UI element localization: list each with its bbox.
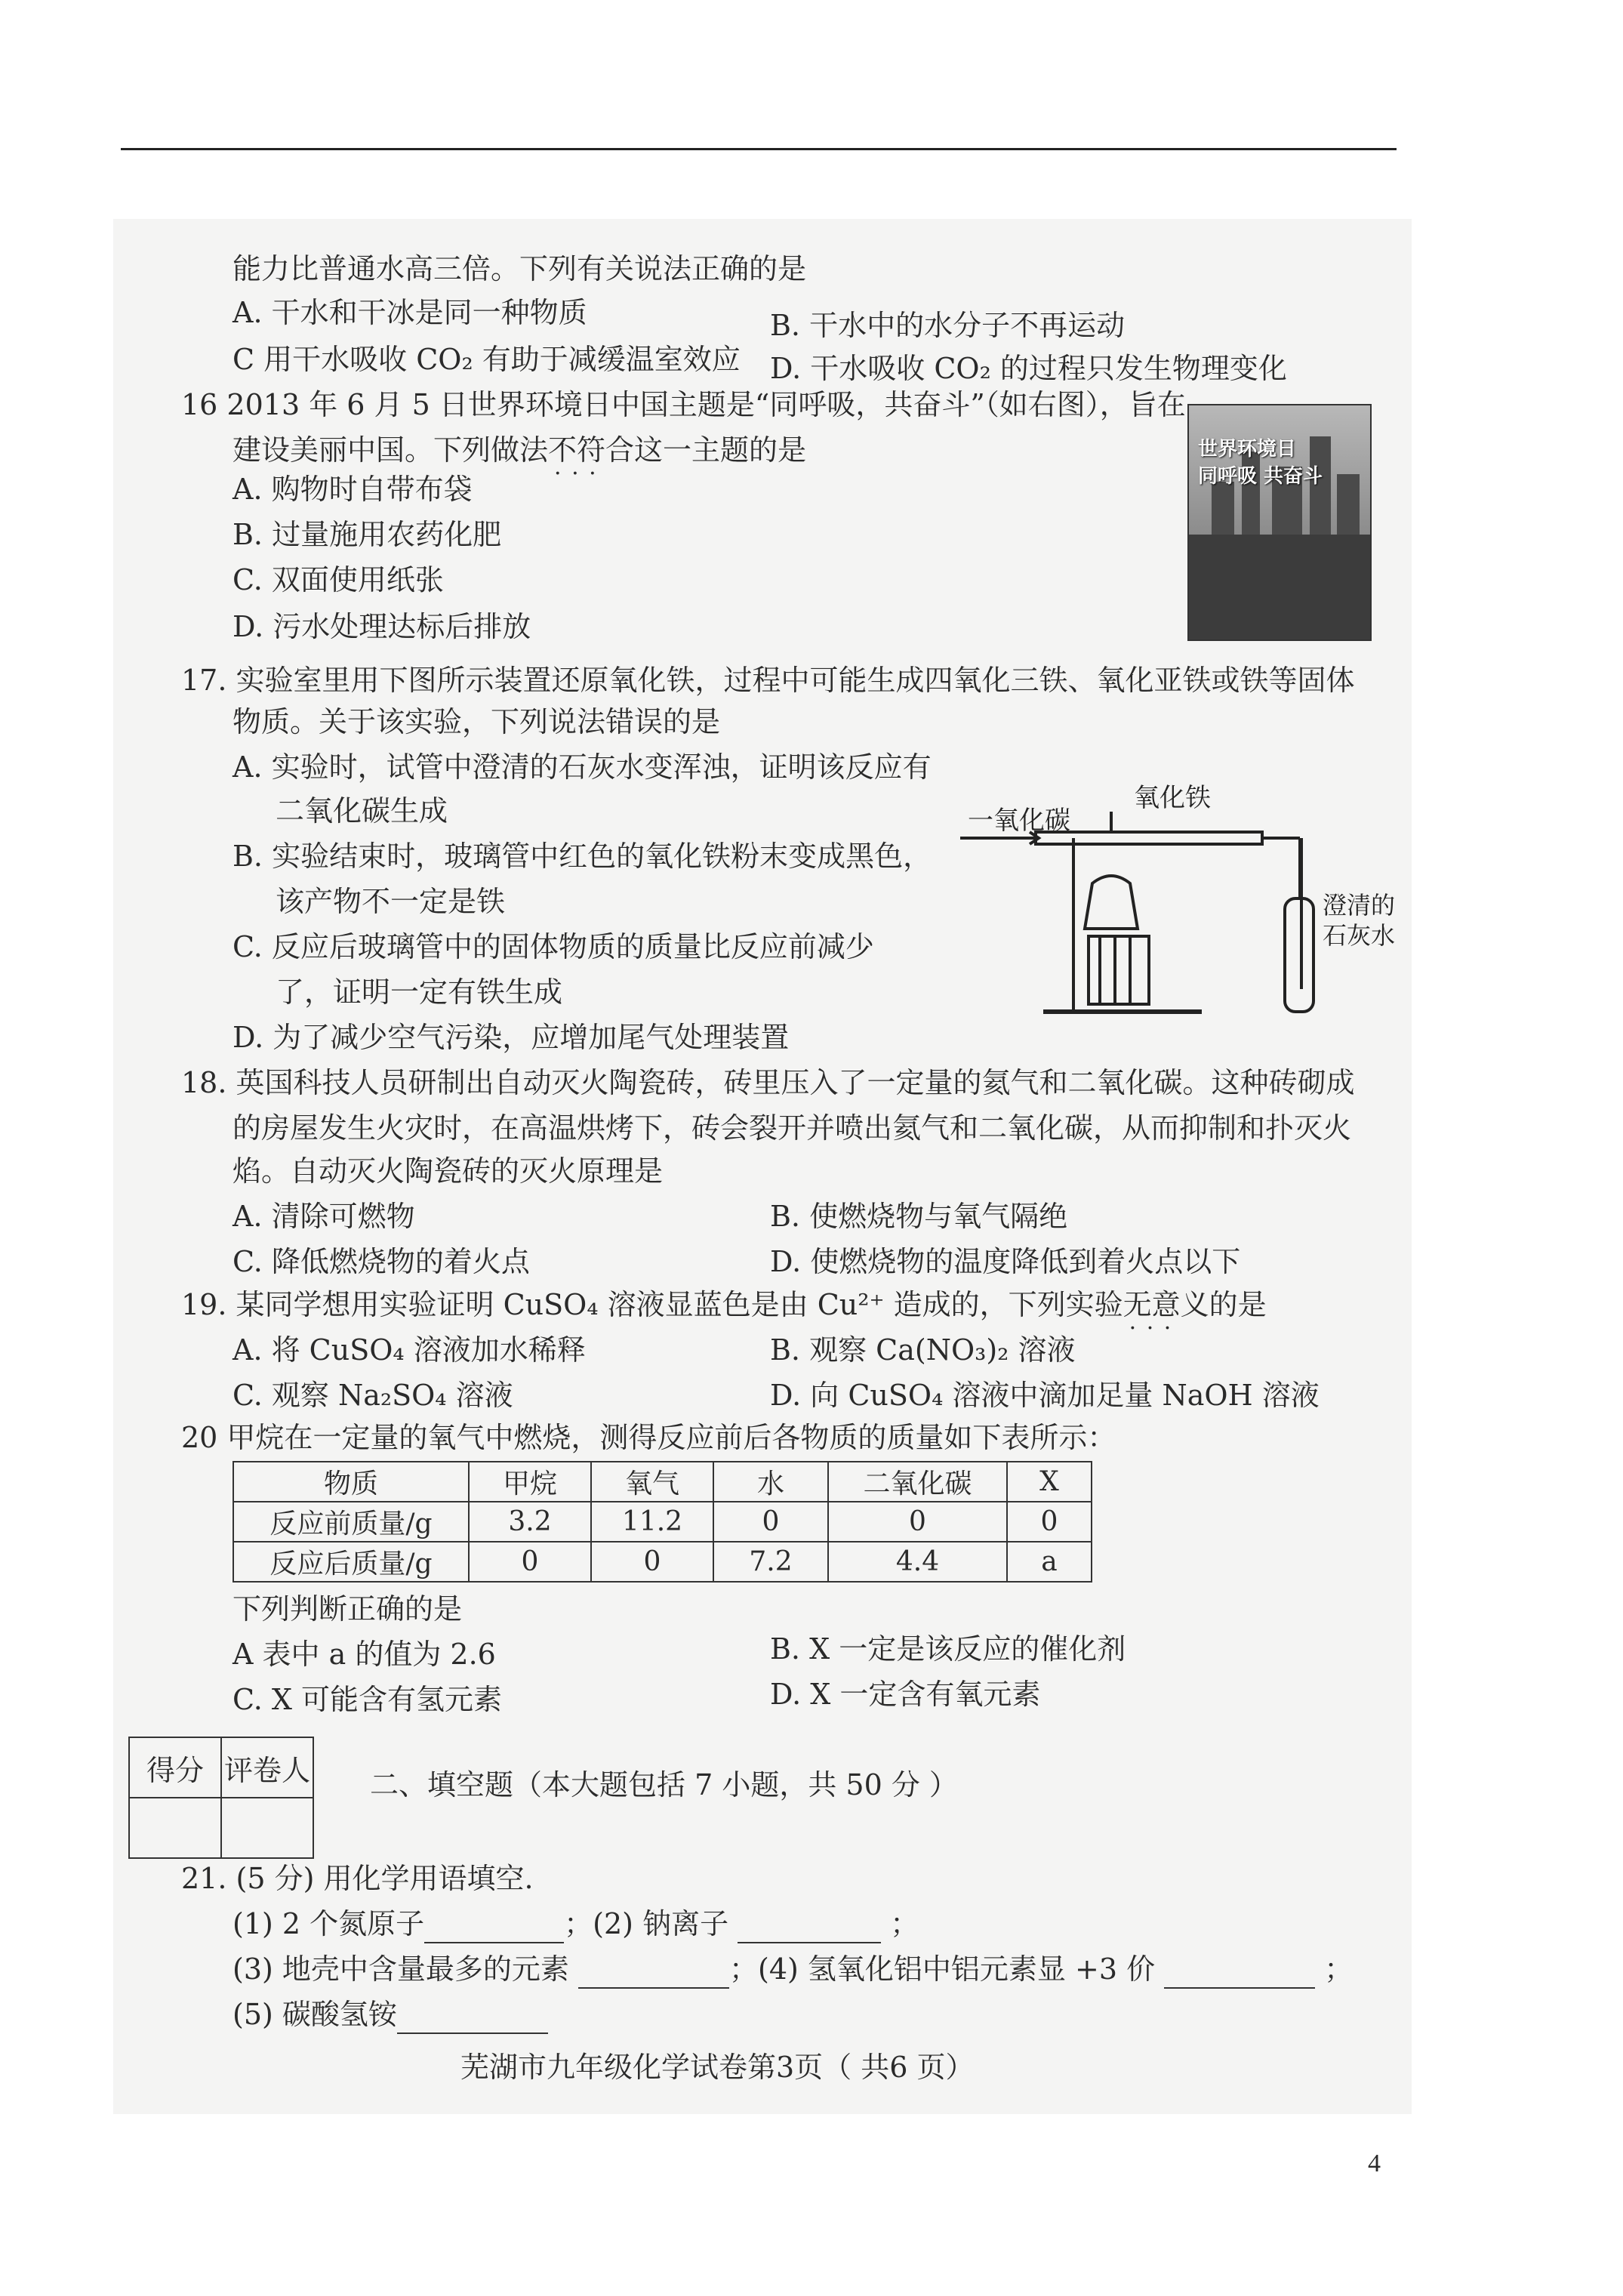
alcohol-lamp-hood — [1085, 876, 1138, 929]
q18-option-b: B. 使燃烧物与氧气隔绝 — [770, 1200, 1068, 1233]
page-footer: 芜湖市九年级化学试卷第3页（ 共6 页） — [460, 2051, 975, 2084]
q16-emphasis: 不符合 · · · — [548, 433, 634, 467]
q21-row-2: (3) 地壳中含量最多的元素 ；(4) 氢氧化铝中铝元素显 +3 价 ； — [233, 1949, 1353, 1989]
table-row — [233, 1542, 1092, 1582]
table-cell: 4.4 — [828, 1542, 1007, 1582]
q17-option-c-2: 了，证明一定有铁生成 — [276, 975, 563, 1009]
table-cell: 3.2 — [469, 1502, 591, 1542]
q20-prompt: 下列判断正确的是 — [233, 1592, 463, 1626]
q21-line-1: 21. (5 分) 用化学用语填空. — [181, 1862, 534, 1895]
label-lime-water-2: 石灰水 — [1323, 921, 1396, 950]
q15-option-b: B. 干水中的水分子不再运动 — [770, 309, 1126, 342]
table-cell: 0 — [469, 1542, 591, 1582]
q16-option-b: B. 过量施用农药化肥 — [233, 518, 502, 551]
table-row — [233, 1502, 1092, 1542]
q16-line-2: 建设美丽中国。下列做法不符合 · · ·这一主题的是 — [233, 430, 806, 470]
table-header-cell: X — [1007, 1462, 1092, 1502]
q17-option-d: D. 为了减少空气污染，应增加尾气处理装置 — [233, 1021, 790, 1054]
table-cell: 0 — [1007, 1502, 1092, 1542]
q19-emphasis: 无意义 · · · — [1123, 1288, 1209, 1321]
label-carbon-monoxide: 一氧化碳 — [968, 806, 1070, 836]
q19-option-d: D. 向 CuSO₄ 溶液中滴加足量 NaOH 溶液 — [770, 1379, 1320, 1412]
table-cell: 7.2 — [713, 1542, 828, 1582]
poster-caption: 世界环境日 同呼吸 共奋斗 — [1198, 438, 1323, 488]
q17-line-2: 物质。关于该实验，下列说法错误的是 — [233, 705, 721, 738]
environment-day-poster — [1187, 404, 1372, 641]
q20-option-c: C. X 可能含有氢元素 — [233, 1683, 503, 1716]
q20-option-d: D. X 一定含有氧元素 — [770, 1678, 1041, 1711]
table-cell: 0 — [828, 1502, 1007, 1542]
table-cell: 反应后质量/g — [233, 1542, 469, 1582]
q16-option-d: D. 污水处理达标后排放 — [233, 610, 531, 643]
header-rule — [121, 148, 1397, 150]
table-cell: 11.2 — [591, 1502, 713, 1542]
q17-option-b-2: 该产物不一定是铁 — [276, 885, 506, 918]
q19-option-c: C. 观察 Na₂SO₄ 溶液 — [233, 1379, 513, 1412]
table-cell: 0 — [713, 1502, 828, 1542]
score-label: 得分 — [129, 1737, 221, 1798]
label-lime-water-1: 澄清的 — [1323, 891, 1396, 920]
score-field[interactable] — [129, 1798, 221, 1858]
q19-option-b: B. 观察 Ca(NO₃)₂ 溶液 — [770, 1333, 1076, 1367]
q18-line-2: 的房屋发生火灾时，在高温烘烤下，砖会裂开并喷出氦气和二氧化碳，从而抑制和扑灭火 — [233, 1111, 1352, 1145]
alcohol-lamp — [1089, 936, 1149, 1004]
table-cell: a — [1007, 1542, 1092, 1582]
label-iron-oxide: 氧化铁 — [1134, 783, 1211, 813]
answer-blank-2[interactable] — [738, 1912, 881, 1943]
q17-option-c-1: C. 反应后玻璃管中的固体物质的质量比反应前减少 — [233, 930, 874, 963]
q21-row-1: (1) 2 个氮原子 ；(2) 钠离子 ； — [233, 1904, 919, 1943]
grader-label: 评卷人 — [221, 1737, 313, 1798]
q20-option-a: A 表中 a 的值为 2.6 — [233, 1638, 496, 1671]
table-header-cell: 甲烷 — [469, 1462, 591, 1502]
reduction-apparatus-diagram — [953, 783, 1396, 1019]
q17-option-a-1: A. 实验时，试管中澄清的石灰水变浑浊，证明该反应有 — [233, 750, 932, 784]
q18-option-d: D. 使燃烧物的温度降低到着火点以下 — [770, 1245, 1241, 1278]
lime-water-tube — [1285, 898, 1313, 1012]
answer-blank-3[interactable] — [578, 1957, 729, 1989]
q18-line-3: 焰。自动灭火陶瓷砖的灭火原理是 — [233, 1154, 664, 1188]
table-header-cell: 氧气 — [591, 1462, 713, 1502]
grader-field[interactable] — [221, 1798, 313, 1858]
table-cell: 反应前质量/g — [233, 1502, 469, 1542]
q16-option-c: C. 双面使用纸张 — [233, 563, 444, 596]
q15-option-d: D. 干水吸收 CO₂ 的过程只发生物理变化 — [770, 352, 1287, 385]
table-cell: 0 — [591, 1542, 713, 1582]
table-header-cell: 水 — [713, 1462, 828, 1502]
table-header-cell: 二氧化碳 — [828, 1462, 1007, 1502]
q19-option-a: A. 将 CuSO₄ 溶液加水稀释 — [233, 1333, 586, 1367]
table-header-row — [233, 1462, 1092, 1502]
answer-blank-5[interactable] — [397, 2002, 548, 2034]
q20-option-b: B. X 一定是该反应的催化剂 — [770, 1632, 1126, 1666]
q17-option-b-1: B. 实验结束时，玻璃管中红色的氧化铁粉末变成黑色， — [233, 840, 932, 873]
q16-line-1: 16 2013 年 6 月 5 日世界环境日中国主题是“同呼吸，共奋斗”（如右图），旨在 — [181, 388, 1186, 421]
answer-blank-1[interactable] — [424, 1912, 564, 1943]
q21-row-3: (5) 碳酸氢铵 — [233, 1995, 548, 2034]
q17-option-a-2: 二氧化碳生成 — [276, 794, 448, 827]
q20-line-1: 20 甲烷在一定量的氧气中燃烧，测得反应前后各物质的质量如下表所示： — [181, 1421, 1116, 1454]
q15-stem-fragment: 能力比普通水高三倍。下列有关说法正确的是 — [233, 252, 807, 285]
page-number: 4 — [1368, 2150, 1381, 2177]
answer-blank-4[interactable] — [1164, 1957, 1315, 1989]
mass-table — [233, 1461, 1092, 1583]
q17-line-1: 17. 实验室里用下图所示装置还原氧化铁，过程中可能生成四氧化三铁、氧化亚铁或铁等固体 — [181, 664, 1355, 697]
table-header-cell: 物质 — [233, 1462, 469, 1502]
q16-option-a: A. 购物时自带布袋 — [233, 473, 473, 506]
section-2-title: 二、填空题（本大题包括 7 小题，共 50 分 ） — [370, 1768, 958, 1801]
q18-option-c: C. 降低燃烧物的着火点 — [233, 1245, 530, 1278]
q18-line-1: 18. 英国科技人员研制出自动灭火陶瓷砖，砖里压入了一定量的氦气和二氧化碳。这种砖砌成 — [181, 1066, 1355, 1099]
q19-line-1: 19. 某同学想用实验证明 CuSO₄ 溶液显蓝色是由 Cu²⁺ 造成的，下列实验无意义 · · ·的是 — [181, 1285, 1267, 1324]
q15-option-c: C 用干水吸收 CO₂ 有助于减缓温室效应 — [233, 343, 741, 376]
q18-option-a: A. 清除可燃物 — [233, 1200, 415, 1233]
q15-option-a: A. 干水和干冰是同一种物质 — [233, 296, 587, 329]
score-box — [128, 1737, 314, 1859]
